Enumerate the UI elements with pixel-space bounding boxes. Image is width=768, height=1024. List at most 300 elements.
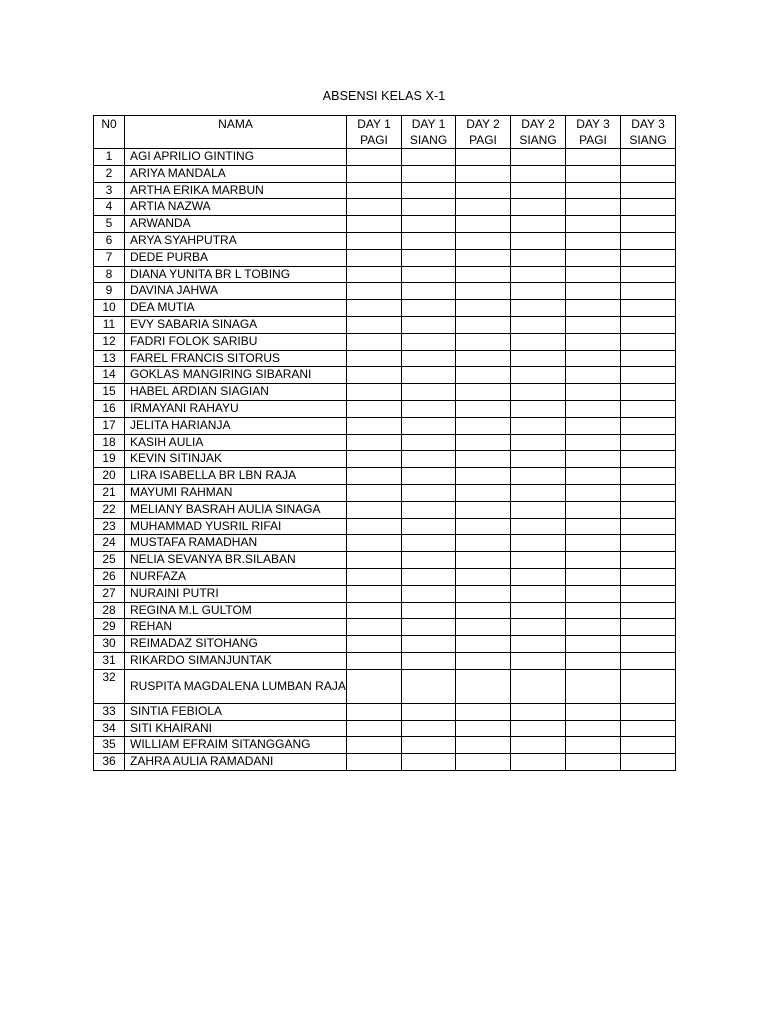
table-row [94, 266, 676, 283]
table-row [94, 602, 676, 619]
table-row [94, 350, 676, 367]
attendance-cell-day1-pagi [347, 266, 402, 283]
attendance-cell-day3-siang [621, 669, 676, 703]
student-name: KASIH AULIA [125, 434, 347, 451]
table-row [94, 585, 676, 602]
student-name: REIMADAZ SITOHANG [125, 636, 347, 653]
attendance-cell-day1-pagi [347, 199, 402, 216]
attendance-cell-day2-siang [511, 754, 566, 771]
attendance-cell-day3-pagi [566, 619, 621, 636]
attendance-cell-day2-pagi [456, 149, 511, 166]
attendance-cell-day1-siang [402, 232, 456, 249]
student-name: ARIYA MANDALA [125, 165, 347, 182]
attendance-cell-day2-siang [511, 720, 566, 737]
attendance-cell-day1-siang [402, 669, 456, 703]
attendance-cell-day2-pagi [456, 232, 511, 249]
row-number: 27 [94, 585, 125, 602]
attendance-cell-day3-siang [621, 216, 676, 233]
attendance-cell-day3-siang [621, 535, 676, 552]
row-number: 2 [94, 165, 125, 182]
row-number: 30 [94, 636, 125, 653]
student-name: HABEL ARDIAN SIAGIAN [125, 384, 347, 401]
attendance-cell-day3-pagi [566, 568, 621, 585]
row-number: 25 [94, 552, 125, 569]
attendance-cell-day1-siang [402, 636, 456, 653]
student-name: FADRI FOLOK SARIBU [125, 333, 347, 350]
student-name: EVY SABARIA SINAGA [125, 316, 347, 333]
attendance-cell-day1-pagi [347, 585, 402, 602]
attendance-cell-day1-siang [402, 333, 456, 350]
attendance-cell-day3-pagi [566, 350, 621, 367]
table-row [94, 468, 676, 485]
attendance-cell-day3-pagi [566, 703, 621, 720]
attendance-cell-day1-siang [402, 602, 456, 619]
attendance-cell-day2-siang [511, 669, 566, 703]
attendance-cell-day3-siang [621, 552, 676, 569]
table-row [94, 669, 676, 703]
attendance-cell-day3-siang [621, 434, 676, 451]
row-number: 1 [94, 149, 125, 166]
attendance-cell-day3-pagi [566, 434, 621, 451]
table-row [94, 300, 676, 317]
attendance-cell-day2-siang [511, 585, 566, 602]
student-name: DAVINA JAHWA [125, 283, 347, 300]
attendance-cell-day2-pagi [456, 316, 511, 333]
student-name: MUSTAFA RAMADHAN [125, 535, 347, 552]
student-name: ARTHA ERIKA MARBUN [125, 182, 347, 199]
attendance-cell-day2-siang [511, 182, 566, 199]
table-row [94, 518, 676, 535]
attendance-cell-day2-pagi [456, 199, 511, 216]
attendance-table [93, 115, 676, 771]
attendance-cell-day1-pagi [347, 518, 402, 535]
student-name: FAREL FRANCIS SITORUS [125, 350, 347, 367]
row-number: 13 [94, 350, 125, 367]
row-number: 32 [94, 669, 125, 703]
attendance-cell-day1-siang [402, 484, 456, 501]
attendance-cell-day1-siang [402, 737, 456, 754]
header-day2-pagi: DAY 2 PAGI [456, 116, 511, 149]
attendance-cell-day2-pagi [456, 182, 511, 199]
attendance-cell-day1-siang [402, 451, 456, 468]
student-name: MUHAMMAD YUSRIL RIFAI [125, 518, 347, 535]
student-name: JELITA HARIANJA [125, 417, 347, 434]
attendance-cell-day1-siang [402, 518, 456, 535]
table-row [94, 232, 676, 249]
table-row [94, 720, 676, 737]
attendance-cell-day2-pagi [456, 350, 511, 367]
attendance-cell-day2-siang [511, 518, 566, 535]
attendance-cell-day3-siang [621, 585, 676, 602]
table-row [94, 703, 676, 720]
row-number: 24 [94, 535, 125, 552]
attendance-cell-day1-siang [402, 149, 456, 166]
attendance-cell-day2-siang [511, 316, 566, 333]
student-name: LIRA ISABELLA BR LBN RAJA [125, 468, 347, 485]
attendance-cell-day1-siang [402, 199, 456, 216]
student-name: NELIA SEVANYA BR.SILABAN [125, 552, 347, 569]
student-name: NURAINI PUTRI [125, 585, 347, 602]
attendance-cell-day3-siang [621, 518, 676, 535]
attendance-cell-day1-pagi [347, 400, 402, 417]
attendance-cell-day1-siang [402, 720, 456, 737]
row-number: 3 [94, 182, 125, 199]
attendance-cell-day3-pagi [566, 552, 621, 569]
student-name: KEVIN SITINJAK [125, 451, 347, 468]
attendance-cell-day3-siang [621, 199, 676, 216]
row-number: 26 [94, 568, 125, 585]
row-number: 5 [94, 216, 125, 233]
attendance-cell-day1-pagi [347, 535, 402, 552]
header-nama: NAMA [125, 116, 347, 149]
attendance-cell-day2-pagi [456, 165, 511, 182]
table-row [94, 754, 676, 771]
row-number: 23 [94, 518, 125, 535]
attendance-cell-day1-siang [402, 316, 456, 333]
attendance-cell-day3-pagi [566, 283, 621, 300]
row-number: 35 [94, 737, 125, 754]
student-name: GOKLAS MANGIRING SIBARANI [125, 367, 347, 384]
attendance-cell-day1-pagi [347, 417, 402, 434]
attendance-cell-day1-siang [402, 434, 456, 451]
table-row [94, 384, 676, 401]
attendance-cell-day2-siang [511, 249, 566, 266]
table-row [94, 165, 676, 182]
table-row [94, 652, 676, 669]
row-number: 29 [94, 619, 125, 636]
attendance-cell-day2-pagi [456, 535, 511, 552]
attendance-cell-day1-pagi [347, 216, 402, 233]
attendance-cell-day2-siang [511, 636, 566, 653]
attendance-cell-day2-siang [511, 703, 566, 720]
attendance-cell-day1-siang [402, 754, 456, 771]
attendance-cell-day3-pagi [566, 417, 621, 434]
attendance-cell-day3-pagi [566, 149, 621, 166]
attendance-cell-day3-siang [621, 400, 676, 417]
row-number: 7 [94, 249, 125, 266]
row-number: 19 [94, 451, 125, 468]
attendance-cell-day3-siang [621, 266, 676, 283]
attendance-cell-day1-pagi [347, 434, 402, 451]
attendance-cell-day3-siang [621, 501, 676, 518]
attendance-cell-day3-pagi [566, 451, 621, 468]
attendance-cell-day1-pagi [347, 602, 402, 619]
attendance-cell-day1-siang [402, 350, 456, 367]
attendance-cell-day1-pagi [347, 451, 402, 468]
attendance-cell-day1-siang [402, 535, 456, 552]
student-name: SITI KHAIRANI [125, 720, 347, 737]
attendance-cell-day2-siang [511, 165, 566, 182]
attendance-cell-day3-pagi [566, 300, 621, 317]
row-number: 22 [94, 501, 125, 518]
attendance-cell-day2-pagi [456, 400, 511, 417]
attendance-cell-day1-pagi [347, 652, 402, 669]
attendance-cell-day1-pagi [347, 568, 402, 585]
attendance-cell-day3-pagi [566, 585, 621, 602]
student-name: DIANA YUNITA BR L TOBING [125, 266, 347, 283]
attendance-cell-day2-siang [511, 417, 566, 434]
student-name: MELIANY BASRAH AULIA SINAGA [125, 501, 347, 518]
attendance-cell-day2-siang [511, 384, 566, 401]
attendance-cell-day3-siang [621, 720, 676, 737]
attendance-cell-day1-siang [402, 619, 456, 636]
attendance-cell-day1-siang [402, 552, 456, 569]
header-day3-pagi: DAY 3 PAGI [566, 116, 621, 149]
student-name: ARWANDA [125, 216, 347, 233]
attendance-table-body [94, 149, 676, 771]
attendance-cell-day3-siang [621, 300, 676, 317]
attendance-cell-day2-siang [511, 501, 566, 518]
attendance-cell-day3-pagi [566, 249, 621, 266]
attendance-cell-day2-pagi [456, 417, 511, 434]
attendance-cell-day3-siang [621, 316, 676, 333]
attendance-cell-day1-pagi [347, 333, 402, 350]
attendance-cell-day3-pagi [566, 518, 621, 535]
attendance-cell-day1-siang [402, 216, 456, 233]
row-number: 11 [94, 316, 125, 333]
table-row [94, 552, 676, 569]
row-number: 15 [94, 384, 125, 401]
attendance-cell-day3-pagi [566, 182, 621, 199]
attendance-cell-day2-pagi [456, 266, 511, 283]
row-number: 9 [94, 283, 125, 300]
attendance-cell-day1-siang [402, 417, 456, 434]
attendance-cell-day3-siang [621, 468, 676, 485]
header-day2-siang: DAY 2 SIANG [511, 116, 566, 149]
attendance-cell-day2-siang [511, 602, 566, 619]
attendance-cell-day2-pagi [456, 602, 511, 619]
student-name: RUSPITA MAGDALENA LUMBAN RAJA [125, 669, 347, 703]
student-name: REGINA M.L GULTOM [125, 602, 347, 619]
student-name: IRMAYANI RAHAYU [125, 400, 347, 417]
row-number: 17 [94, 417, 125, 434]
attendance-cell-day3-pagi [566, 367, 621, 384]
attendance-cell-day1-pagi [347, 350, 402, 367]
table-row [94, 149, 676, 166]
attendance-cell-day2-pagi [456, 249, 511, 266]
table-row [94, 568, 676, 585]
row-number: 6 [94, 232, 125, 249]
attendance-cell-day3-pagi [566, 232, 621, 249]
table-row [94, 417, 676, 434]
row-number: 10 [94, 300, 125, 317]
attendance-cell-day3-siang [621, 754, 676, 771]
attendance-cell-day1-pagi [347, 484, 402, 501]
attendance-cell-day1-pagi [347, 165, 402, 182]
attendance-cell-day1-siang [402, 266, 456, 283]
attendance-cell-day1-pagi [347, 249, 402, 266]
attendance-cell-day3-siang [621, 165, 676, 182]
row-number: 16 [94, 400, 125, 417]
attendance-cell-day1-pagi [347, 501, 402, 518]
document-title: ABSENSI KELAS X-1 [322, 89, 446, 103]
attendance-cell-day2-pagi [456, 451, 511, 468]
attendance-cell-day2-pagi [456, 484, 511, 501]
attendance-cell-day3-siang [621, 652, 676, 669]
attendance-cell-day3-siang [621, 451, 676, 468]
attendance-cell-day2-siang [511, 266, 566, 283]
attendance-cell-day1-pagi [347, 468, 402, 485]
attendance-cell-day2-pagi [456, 652, 511, 669]
attendance-cell-day3-siang [621, 417, 676, 434]
attendance-cell-day3-pagi [566, 754, 621, 771]
attendance-cell-day2-siang [511, 149, 566, 166]
table-row [94, 636, 676, 653]
attendance-cell-day1-pagi [347, 384, 402, 401]
attendance-cell-day2-pagi [456, 333, 511, 350]
attendance-cell-day1-siang [402, 165, 456, 182]
attendance-cell-day1-siang [402, 652, 456, 669]
attendance-cell-day2-siang [511, 737, 566, 754]
attendance-cell-day2-pagi [456, 669, 511, 703]
attendance-cell-day1-pagi [347, 552, 402, 569]
attendance-cell-day2-siang [511, 333, 566, 350]
header-day1-pagi: DAY 1 PAGI [347, 116, 402, 149]
attendance-cell-day3-siang [621, 232, 676, 249]
table-row [94, 283, 676, 300]
attendance-cell-day3-siang [621, 568, 676, 585]
attendance-cell-day2-siang [511, 652, 566, 669]
attendance-cell-day1-pagi [347, 703, 402, 720]
attendance-cell-day2-pagi [456, 384, 511, 401]
table-row [94, 216, 676, 233]
attendance-cell-day2-siang [511, 300, 566, 317]
student-name: NURFAZA [125, 568, 347, 585]
attendance-cell-day2-siang [511, 367, 566, 384]
attendance-cell-day2-siang [511, 568, 566, 585]
attendance-cell-day2-pagi [456, 703, 511, 720]
table-row [94, 199, 676, 216]
attendance-cell-day2-pagi [456, 720, 511, 737]
attendance-cell-day3-siang [621, 602, 676, 619]
table-row [94, 619, 676, 636]
attendance-cell-day3-siang [621, 636, 676, 653]
row-number: 12 [94, 333, 125, 350]
table-row [94, 501, 676, 518]
attendance-cell-day1-siang [402, 283, 456, 300]
student-name: ARTIA NAZWA [125, 199, 347, 216]
attendance-cell-day3-siang [621, 619, 676, 636]
attendance-cell-day1-siang [402, 568, 456, 585]
attendance-cell-day1-siang [402, 367, 456, 384]
attendance-cell-day1-siang [402, 468, 456, 485]
table-row [94, 249, 676, 266]
attendance-cell-day2-siang [511, 535, 566, 552]
row-number: 14 [94, 367, 125, 384]
attendance-cell-day1-siang [402, 585, 456, 602]
attendance-cell-day3-pagi [566, 501, 621, 518]
row-number: 18 [94, 434, 125, 451]
attendance-cell-day3-pagi [566, 199, 621, 216]
attendance-cell-day1-pagi [347, 149, 402, 166]
attendance-cell-day2-siang [511, 619, 566, 636]
table-row [94, 737, 676, 754]
attendance-cell-day2-siang [511, 400, 566, 417]
attendance-cell-day3-pagi [566, 602, 621, 619]
attendance-cell-day2-siang [511, 434, 566, 451]
attendance-cell-day2-siang [511, 552, 566, 569]
attendance-cell-day1-pagi [347, 182, 402, 199]
student-name: ZAHRA AULIA RAMADANI [125, 754, 347, 771]
attendance-cell-day2-pagi [456, 552, 511, 569]
student-name: SINTIA FEBIOLA [125, 703, 347, 720]
attendance-cell-day3-pagi [566, 468, 621, 485]
attendance-cell-day2-pagi [456, 468, 511, 485]
attendance-cell-day2-pagi [456, 216, 511, 233]
attendance-cell-day2-pagi [456, 434, 511, 451]
attendance-cell-day3-siang [621, 182, 676, 199]
attendance-cell-day3-pagi [566, 165, 621, 182]
attendance-cell-day2-siang [511, 468, 566, 485]
header-day1-siang: DAY 1 SIANG [402, 116, 456, 149]
attendance-cell-day3-pagi [566, 636, 621, 653]
attendance-cell-day3-siang [621, 703, 676, 720]
attendance-cell-day2-siang [511, 232, 566, 249]
student-name: AGI APRILIO GINTING [125, 149, 347, 166]
attendance-cell-day1-pagi [347, 316, 402, 333]
attendance-cell-day3-pagi [566, 316, 621, 333]
attendance-cell-day3-pagi [566, 669, 621, 703]
attendance-cell-day3-pagi [566, 400, 621, 417]
attendance-cell-day3-siang [621, 484, 676, 501]
attendance-cell-day1-siang [402, 501, 456, 518]
row-number: 21 [94, 484, 125, 501]
attendance-cell-day1-pagi [347, 232, 402, 249]
attendance-cell-day1-pagi [347, 754, 402, 771]
attendance-cell-day1-siang [402, 400, 456, 417]
attendance-cell-day3-pagi [566, 266, 621, 283]
row-number: 28 [94, 602, 125, 619]
attendance-cell-day3-siang [621, 367, 676, 384]
header-no: N0 [94, 116, 125, 149]
table-row [94, 434, 676, 451]
student-name: REHAN [125, 619, 347, 636]
attendance-cell-day1-siang [402, 249, 456, 266]
attendance-cell-day3-pagi [566, 720, 621, 737]
table-row [94, 451, 676, 468]
attendance-cell-day2-siang [511, 283, 566, 300]
attendance-cell-day1-siang [402, 182, 456, 199]
attendance-cell-day1-pagi [347, 367, 402, 384]
table-row [94, 484, 676, 501]
student-name: ARYA SYAHPUTRA [125, 232, 347, 249]
attendance-cell-day1-pagi [347, 300, 402, 317]
attendance-cell-day3-pagi [566, 384, 621, 401]
attendance-cell-day1-siang [402, 384, 456, 401]
attendance-cell-day3-pagi [566, 535, 621, 552]
table-row [94, 316, 676, 333]
attendance-cell-day1-siang [402, 300, 456, 317]
attendance-cell-day3-pagi [566, 333, 621, 350]
attendance-cell-day2-siang [511, 484, 566, 501]
row-number: 34 [94, 720, 125, 737]
attendance-cell-day2-pagi [456, 367, 511, 384]
attendance-cell-day2-pagi [456, 737, 511, 754]
attendance-cell-day1-pagi [347, 720, 402, 737]
attendance-cell-day2-siang [511, 350, 566, 367]
attendance-cell-day2-pagi [456, 518, 511, 535]
row-number: 8 [94, 266, 125, 283]
attendance-cell-day1-pagi [347, 636, 402, 653]
attendance-cell-day2-siang [511, 199, 566, 216]
attendance-cell-day2-pagi [456, 636, 511, 653]
attendance-cell-day1-siang [402, 703, 456, 720]
row-number: 4 [94, 199, 125, 216]
attendance-cell-day2-pagi [456, 585, 511, 602]
attendance-cell-day3-siang [621, 737, 676, 754]
attendance-cell-day1-pagi [347, 619, 402, 636]
table-row [94, 400, 676, 417]
